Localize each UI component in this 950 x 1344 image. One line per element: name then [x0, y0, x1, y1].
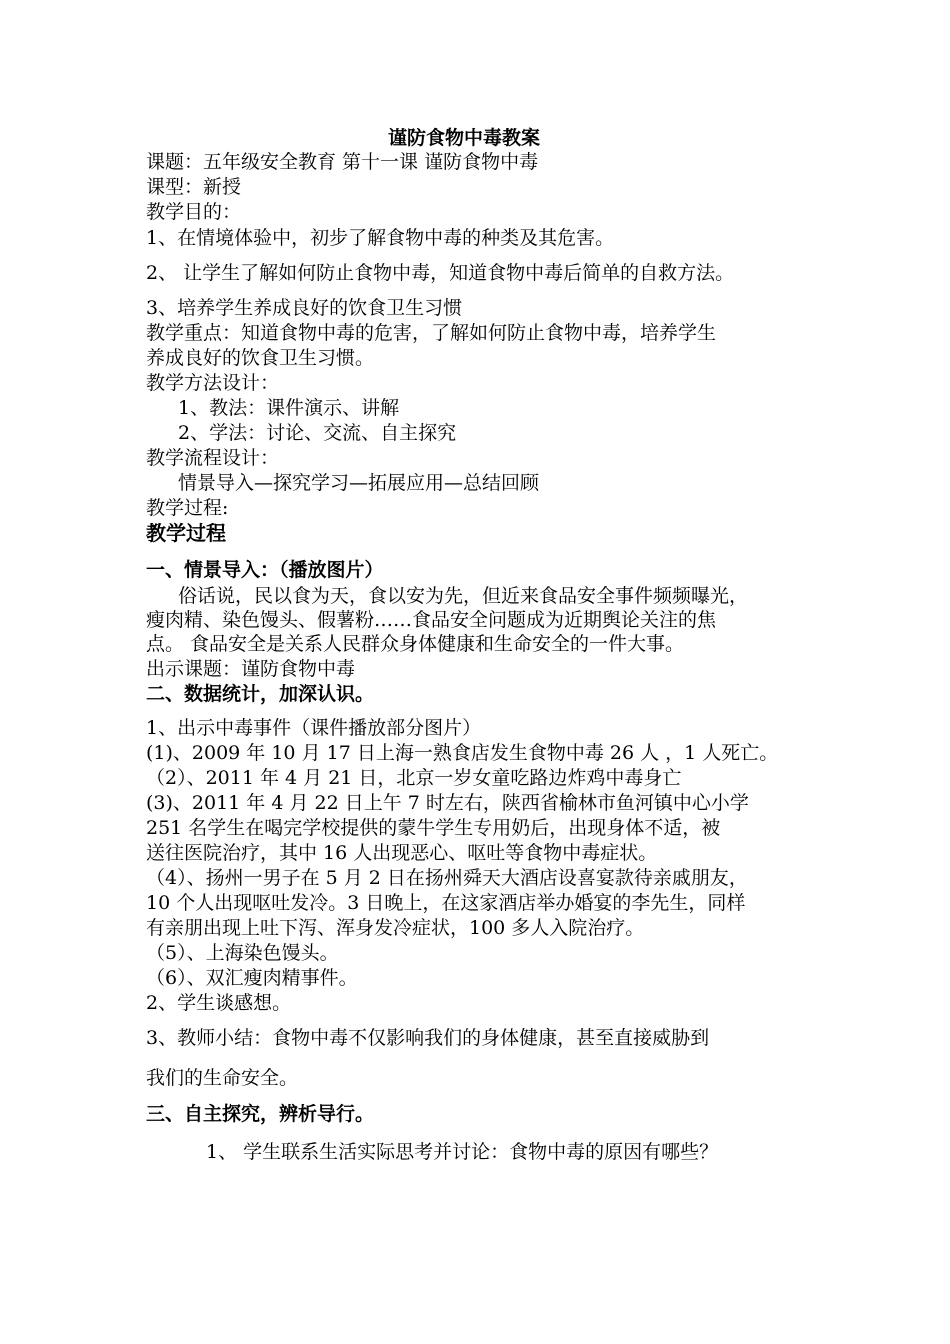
- teaching-goals-label: 教学目的：: [146, 201, 242, 223]
- method-learning: 2、学法：讨论、交流、自主探究: [178, 422, 457, 444]
- section-2-line-1: 1、出示中毒事件（课件播放部分图片）: [146, 717, 482, 739]
- section-2-line-11: （6）、双汇瘦肉精事件。: [146, 967, 358, 989]
- section-2-line-14: 我们的生命安全。: [146, 1067, 299, 1089]
- goal-item-2: 2、 让学生了解如何防止食物中毒，知道食物中毒后简单的自救方法。: [146, 262, 735, 284]
- section-1-line-1: 俗话说，民以食为天，食以安为先，但近来食品安全事件频频曝光，: [178, 585, 749, 607]
- section-3-heading: 三、自主探究，辨析导行。: [146, 1103, 375, 1125]
- section-2-line-10: （5）、上海染色馒头。: [146, 942, 339, 964]
- goal-item-3: 3、培养学生养成良好的饮食卫生习惯: [146, 297, 463, 319]
- section-2-line-2: (1)、2009 年 10 月 17 日上海一熟食店发生食物中毒 26 人 ，1 人死亡。: [146, 742, 779, 764]
- section-2-line-4: (3)、2011 年 4 月 22 日上午 7 时左右，陕西省榆林市鱼河镇中心小学: [146, 792, 749, 814]
- flow-design-label: 教学流程设计：: [146, 447, 280, 469]
- key-points-line-1: 教学重点：知道食物中毒的危害，了解如何防止食物中毒，培养学生: [146, 322, 717, 344]
- section-2-line-3: （2）、2011 年 4 月 21 日，北京一岁女童吃路边炸鸡中毒身亡: [146, 767, 682, 789]
- method-teaching: 1、教法：课件演示、讲解: [178, 397, 400, 419]
- process-heading: 教学过程: [146, 521, 226, 545]
- section-2-line-13: 3、教师小结：食物中毒不仅影响我们的身体健康，甚至直接威胁到: [146, 1027, 710, 1049]
- section-2-line-7: （4）、扬州一男子在 5 月 2 日在扬州舜天大酒店设喜宴款待亲戚朋友，: [146, 867, 748, 889]
- section-2-line-8: 10 个人出现呕吐发冷。3 日晚上，在这家酒店举办婚宴的李先生，同样: [146, 892, 746, 914]
- lesson-type: 课型：新授: [146, 176, 242, 198]
- section-1-line-3: 点。 食品安全是关系人民群众身体健康和生命安全的一件大事。: [146, 633, 685, 655]
- section-2-line-9: 有亲朋出现上吐下泻、浑身发冷症状，100 多人入院治疗。: [146, 917, 645, 939]
- process-label: 教学过程:: [146, 497, 229, 519]
- lesson-topic: 课题：五年级安全教育 第十一课 谨防食物中毒: [146, 151, 539, 173]
- method-design-label: 教学方法设计：: [146, 372, 280, 394]
- section-2-heading: 二、数据统计，加深认识。: [146, 683, 375, 705]
- document-title: 谨防食物中毒教案: [388, 127, 541, 149]
- section-1-line-4: 出示课题：谨防食物中毒: [146, 658, 356, 680]
- key-points-line-2: 养成良好的饮食卫生习惯。: [146, 347, 375, 369]
- goal-item-1: 1、在情境体验中，初步了解食物中毒的种类及其危害。: [146, 227, 615, 249]
- section-1-heading: 一、情景导入：（播放图片）: [146, 559, 384, 581]
- section-2-line-5: 251 名学生在喝完学校提供的蒙牛学生专用奶后，出现身体不适，被: [146, 817, 721, 839]
- section-1-line-2: 瘦肉精、染色馒头、假薯粉……食品安全问题成为近期舆论关注的焦: [146, 609, 717, 631]
- section-3-line-1: 1、 学生联系生活实际思考并讨论：食物中毒的原因有哪些？: [206, 1141, 719, 1163]
- section-2-line-12: 2、学生谈感想。: [146, 992, 292, 1014]
- flow-design-steps: 情景导入—探究学习—拓展应用—总结回顾: [178, 472, 540, 494]
- section-2-line-6: 送往医院治疗，其中 16 人出现恶心、呕吐等食物中毒症状。: [146, 842, 658, 864]
